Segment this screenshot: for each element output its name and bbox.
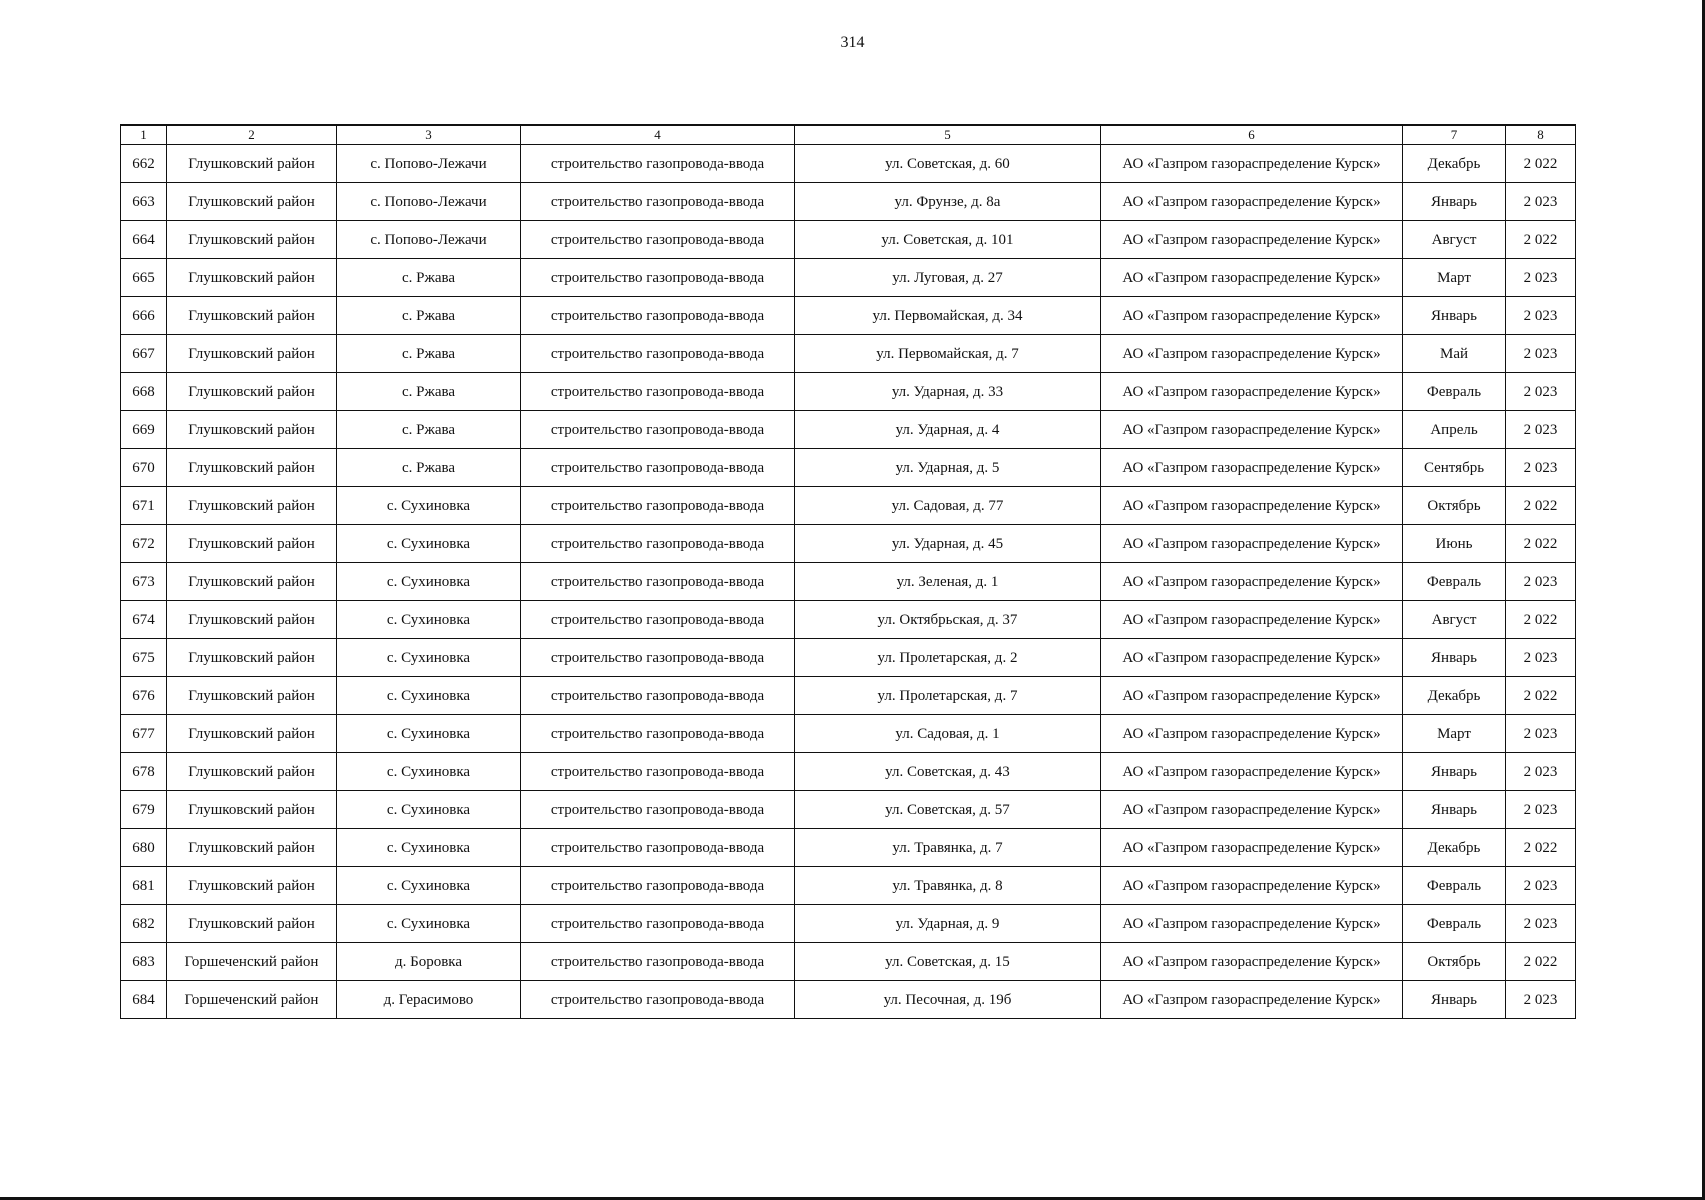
year-cell: 2 022 — [1506, 221, 1576, 259]
organization-cell: АО «Газпром газораспределение Курск» — [1101, 373, 1403, 411]
year-cell: 2 023 — [1506, 715, 1576, 753]
address-cell: ул. Пролетарская, д. 2 — [795, 639, 1101, 677]
table-row — [121, 373, 1576, 411]
address-cell: ул. Ударная, д. 4 — [795, 411, 1101, 449]
table-row — [121, 601, 1576, 639]
row-number-cell: 674 — [121, 601, 167, 639]
column-header: 5 — [795, 125, 1101, 145]
row-number-cell: 664 — [121, 221, 167, 259]
organization-cell: АО «Газпром газораспределение Курск» — [1101, 753, 1403, 791]
district-cell: Глушковский район — [167, 411, 337, 449]
month-cell: Март — [1403, 259, 1506, 297]
settlement-cell: с. Сухиновка — [337, 677, 521, 715]
table-row — [121, 411, 1576, 449]
month-cell: Сентябрь — [1403, 449, 1506, 487]
organization-cell: АО «Газпром газораспределение Курск» — [1101, 297, 1403, 335]
work-type-cell: строительство газопровода-ввода — [521, 829, 795, 867]
column-header: 7 — [1403, 125, 1506, 145]
table-row — [121, 335, 1576, 373]
address-cell: ул. Садовая, д. 77 — [795, 487, 1101, 525]
month-cell: Октябрь — [1403, 943, 1506, 981]
organization-cell: АО «Газпром газораспределение Курск» — [1101, 449, 1403, 487]
settlement-cell: с. Ржава — [337, 335, 521, 373]
organization-cell: АО «Газпром газораспределение Курск» — [1101, 791, 1403, 829]
address-cell: ул. Ударная, д. 9 — [795, 905, 1101, 943]
address-cell: ул. Травянка, д. 8 — [795, 867, 1101, 905]
month-cell: Январь — [1403, 183, 1506, 221]
work-type-cell: строительство газопровода-ввода — [521, 525, 795, 563]
settlement-cell: с. Ржава — [337, 373, 521, 411]
year-cell: 2 023 — [1506, 905, 1576, 943]
row-number-cell: 673 — [121, 563, 167, 601]
settlement-cell: с. Попово-Лежачи — [337, 145, 521, 183]
month-cell: Январь — [1403, 753, 1506, 791]
column-header: 2 — [167, 125, 337, 145]
table-row — [121, 183, 1576, 221]
month-cell: Июнь — [1403, 525, 1506, 563]
district-cell: Глушковский район — [167, 145, 337, 183]
organization-cell: АО «Газпром газораспределение Курск» — [1101, 715, 1403, 753]
year-cell: 2 023 — [1506, 183, 1576, 221]
address-cell: ул. Советская, д. 57 — [795, 791, 1101, 829]
work-type-cell: строительство газопровода-ввода — [521, 335, 795, 373]
settlement-cell: с. Попово-Лежачи — [337, 221, 521, 259]
work-type-cell: строительство газопровода-ввода — [521, 715, 795, 753]
district-cell: Глушковский район — [167, 639, 337, 677]
work-type-cell: строительство газопровода-ввода — [521, 221, 795, 259]
table-row — [121, 677, 1576, 715]
organization-cell: АО «Газпром газораспределение Курск» — [1101, 905, 1403, 943]
settlement-cell: с. Сухиновка — [337, 753, 521, 791]
month-cell: Январь — [1403, 297, 1506, 335]
district-cell: Глушковский район — [167, 677, 337, 715]
settlement-cell: с. Сухиновка — [337, 601, 521, 639]
organization-cell: АО «Газпром газораспределение Курск» — [1101, 563, 1403, 601]
work-type-cell: строительство газопровода-ввода — [521, 373, 795, 411]
work-type-cell: строительство газопровода-ввода — [521, 449, 795, 487]
year-cell: 2 023 — [1506, 753, 1576, 791]
address-cell: ул. Песочная, д. 19б — [795, 981, 1101, 1019]
table-body — [121, 145, 1576, 1019]
district-cell: Глушковский район — [167, 563, 337, 601]
district-cell: Глушковский район — [167, 449, 337, 487]
table-row — [121, 867, 1576, 905]
organization-cell: АО «Газпром газораспределение Курск» — [1101, 943, 1403, 981]
month-cell: Февраль — [1403, 563, 1506, 601]
column-number-row — [121, 125, 1576, 145]
row-number-cell: 680 — [121, 829, 167, 867]
year-cell: 2 023 — [1506, 335, 1576, 373]
settlement-cell: с. Ржава — [337, 411, 521, 449]
month-cell: Декабрь — [1403, 829, 1506, 867]
work-type-cell: строительство газопровода-ввода — [521, 943, 795, 981]
row-number-cell: 663 — [121, 183, 167, 221]
table-row — [121, 297, 1576, 335]
settlement-cell: с. Сухиновка — [337, 791, 521, 829]
year-cell: 2 023 — [1506, 639, 1576, 677]
settlement-cell: с. Сухиновка — [337, 639, 521, 677]
year-cell: 2 022 — [1506, 487, 1576, 525]
page-number: 314 — [840, 34, 865, 51]
year-cell: 2 023 — [1506, 981, 1576, 1019]
table-row — [121, 259, 1576, 297]
row-number-cell: 676 — [121, 677, 167, 715]
table-row — [121, 829, 1576, 867]
row-number-cell: 672 — [121, 525, 167, 563]
settlement-cell: д. Боровка — [337, 943, 521, 981]
settlement-cell: с. Ржава — [337, 449, 521, 487]
row-number-cell: 665 — [121, 259, 167, 297]
district-cell: Глушковский район — [167, 753, 337, 791]
work-type-cell: строительство газопровода-ввода — [521, 639, 795, 677]
column-header: 4 — [521, 125, 795, 145]
year-cell: 2 023 — [1506, 563, 1576, 601]
address-cell: ул. Ударная, д. 45 — [795, 525, 1101, 563]
work-type-cell: строительство газопровода-ввода — [521, 411, 795, 449]
organization-cell: АО «Газпром газораспределение Курск» — [1101, 411, 1403, 449]
address-cell: ул. Советская, д. 43 — [795, 753, 1101, 791]
organization-cell: АО «Газпром газораспределение Курск» — [1101, 981, 1403, 1019]
table-row — [121, 715, 1576, 753]
month-cell: Декабрь — [1403, 145, 1506, 183]
month-cell: Февраль — [1403, 867, 1506, 905]
table-row — [121, 563, 1576, 601]
organization-cell: АО «Газпром газораспределение Курск» — [1101, 867, 1403, 905]
district-cell: Глушковский район — [167, 297, 337, 335]
district-cell: Глушковский район — [167, 905, 337, 943]
address-cell: ул. Ударная, д. 33 — [795, 373, 1101, 411]
register-table — [120, 124, 1576, 1019]
work-type-cell: строительство газопровода-ввода — [521, 791, 795, 829]
settlement-cell: с. Сухиновка — [337, 867, 521, 905]
district-cell: Глушковский район — [167, 373, 337, 411]
district-cell: Глушковский район — [167, 601, 337, 639]
table-row — [121, 221, 1576, 259]
settlement-cell: с. Сухиновка — [337, 487, 521, 525]
district-cell: Глушковский район — [167, 183, 337, 221]
row-number-cell: 669 — [121, 411, 167, 449]
district-cell: Горшеченский район — [167, 981, 337, 1019]
year-cell: 2 022 — [1506, 829, 1576, 867]
column-header: 8 — [1506, 125, 1576, 145]
work-type-cell: строительство газопровода-ввода — [521, 677, 795, 715]
row-number-cell: 662 — [121, 145, 167, 183]
organization-cell: АО «Газпром газораспределение Курск» — [1101, 183, 1403, 221]
address-cell: ул. Луговая, д. 27 — [795, 259, 1101, 297]
work-type-cell: строительство газопровода-ввода — [521, 753, 795, 791]
table-row — [121, 145, 1576, 183]
month-cell: Август — [1403, 601, 1506, 639]
row-number-cell: 683 — [121, 943, 167, 981]
table-row — [121, 449, 1576, 487]
month-cell: Январь — [1403, 791, 1506, 829]
settlement-cell: с. Сухиновка — [337, 563, 521, 601]
month-cell: Январь — [1403, 639, 1506, 677]
column-header: 3 — [337, 125, 521, 145]
organization-cell: АО «Газпром газораспределение Курск» — [1101, 525, 1403, 563]
row-number-cell: 670 — [121, 449, 167, 487]
organization-cell: АО «Газпром газораспределение Курск» — [1101, 639, 1403, 677]
district-cell: Глушковский район — [167, 791, 337, 829]
month-cell: Октябрь — [1403, 487, 1506, 525]
organization-cell: АО «Газпром газораспределение Курск» — [1101, 601, 1403, 639]
row-number-cell: 671 — [121, 487, 167, 525]
table-row — [121, 905, 1576, 943]
organization-cell: АО «Газпром газораспределение Курск» — [1101, 487, 1403, 525]
district-cell: Глушковский район — [167, 829, 337, 867]
work-type-cell: строительство газопровода-ввода — [521, 981, 795, 1019]
organization-cell: АО «Газпром газораспределение Курск» — [1101, 829, 1403, 867]
work-type-cell: строительство газопровода-ввода — [521, 487, 795, 525]
row-number-cell: 668 — [121, 373, 167, 411]
month-cell: Август — [1403, 221, 1506, 259]
work-type-cell: строительство газопровода-ввода — [521, 297, 795, 335]
district-cell: Глушковский район — [167, 221, 337, 259]
table-row — [121, 525, 1576, 563]
address-cell: ул. Зеленая, д. 1 — [795, 563, 1101, 601]
table-row — [121, 487, 1576, 525]
year-cell: 2 023 — [1506, 449, 1576, 487]
district-cell: Глушковский район — [167, 715, 337, 753]
settlement-cell: с. Ржава — [337, 259, 521, 297]
address-cell: ул. Фрунзе, д. 8а — [795, 183, 1101, 221]
district-cell: Глушковский район — [167, 487, 337, 525]
work-type-cell: строительство газопровода-ввода — [521, 259, 795, 297]
settlement-cell: д. Герасимово — [337, 981, 521, 1019]
work-type-cell: строительство газопровода-ввода — [521, 145, 795, 183]
row-number-cell: 681 — [121, 867, 167, 905]
year-cell: 2 023 — [1506, 867, 1576, 905]
year-cell: 2 023 — [1506, 791, 1576, 829]
row-number-cell: 679 — [121, 791, 167, 829]
month-cell: Февраль — [1403, 373, 1506, 411]
row-number-cell: 675 — [121, 639, 167, 677]
organization-cell: АО «Газпром газораспределение Курск» — [1101, 335, 1403, 373]
month-cell: Декабрь — [1403, 677, 1506, 715]
year-cell: 2 022 — [1506, 145, 1576, 183]
row-number-cell: 677 — [121, 715, 167, 753]
month-cell: Апрель — [1403, 411, 1506, 449]
table-row — [121, 791, 1576, 829]
row-number-cell: 678 — [121, 753, 167, 791]
organization-cell: АО «Газпром газораспределение Курск» — [1101, 677, 1403, 715]
table-row — [121, 639, 1576, 677]
table-row — [121, 943, 1576, 981]
row-number-cell: 682 — [121, 905, 167, 943]
row-number-cell: 684 — [121, 981, 167, 1019]
year-cell: 2 023 — [1506, 373, 1576, 411]
address-cell: ул. Октябрьская, д. 37 — [795, 601, 1101, 639]
table-row — [121, 753, 1576, 791]
month-cell: Май — [1403, 335, 1506, 373]
work-type-cell: строительство газопровода-ввода — [521, 563, 795, 601]
organization-cell: АО «Газпром газораспределение Курск» — [1101, 145, 1403, 183]
column-header: 1 — [121, 125, 167, 145]
year-cell: 2 022 — [1506, 601, 1576, 639]
district-cell: Глушковский район — [167, 335, 337, 373]
settlement-cell: с. Попово-Лежачи — [337, 183, 521, 221]
address-cell: ул. Ударная, д. 5 — [795, 449, 1101, 487]
year-cell: 2 023 — [1506, 297, 1576, 335]
row-number-cell: 666 — [121, 297, 167, 335]
address-cell: ул. Первомайская, д. 34 — [795, 297, 1101, 335]
address-cell: ул. Первомайская, д. 7 — [795, 335, 1101, 373]
month-cell: Февраль — [1403, 905, 1506, 943]
row-number-cell: 667 — [121, 335, 167, 373]
work-type-cell: строительство газопровода-ввода — [521, 867, 795, 905]
organization-cell: АО «Газпром газораспределение Курск» — [1101, 221, 1403, 259]
address-cell: ул. Советская, д. 60 — [795, 145, 1101, 183]
district-cell: Глушковский район — [167, 525, 337, 563]
table-row — [121, 981, 1576, 1019]
work-type-cell: строительство газопровода-ввода — [521, 183, 795, 221]
settlement-cell: с. Сухиновка — [337, 905, 521, 943]
year-cell: 2 023 — [1506, 411, 1576, 449]
settlement-cell: с. Сухиновка — [337, 829, 521, 867]
district-cell: Глушковский район — [167, 259, 337, 297]
year-cell: 2 022 — [1506, 525, 1576, 563]
settlement-cell: с. Сухиновка — [337, 715, 521, 753]
work-type-cell: строительство газопровода-ввода — [521, 601, 795, 639]
work-type-cell: строительство газопровода-ввода — [521, 905, 795, 943]
address-cell: ул. Советская, д. 15 — [795, 943, 1101, 981]
address-cell: ул. Садовая, д. 1 — [795, 715, 1101, 753]
address-cell: ул. Травянка, д. 7 — [795, 829, 1101, 867]
column-header: 6 — [1101, 125, 1403, 145]
settlement-cell: с. Сухиновка — [337, 525, 521, 563]
settlement-cell: с. Ржава — [337, 297, 521, 335]
address-cell: ул. Пролетарская, д. 7 — [795, 677, 1101, 715]
district-cell: Глушковский район — [167, 867, 337, 905]
year-cell: 2 023 — [1506, 259, 1576, 297]
month-cell: Март — [1403, 715, 1506, 753]
district-cell: Горшеченский район — [167, 943, 337, 981]
month-cell: Январь — [1403, 981, 1506, 1019]
address-cell: ул. Советская, д. 101 — [795, 221, 1101, 259]
organization-cell: АО «Газпром газораспределение Курск» — [1101, 259, 1403, 297]
year-cell: 2 022 — [1506, 677, 1576, 715]
year-cell: 2 022 — [1506, 943, 1576, 981]
